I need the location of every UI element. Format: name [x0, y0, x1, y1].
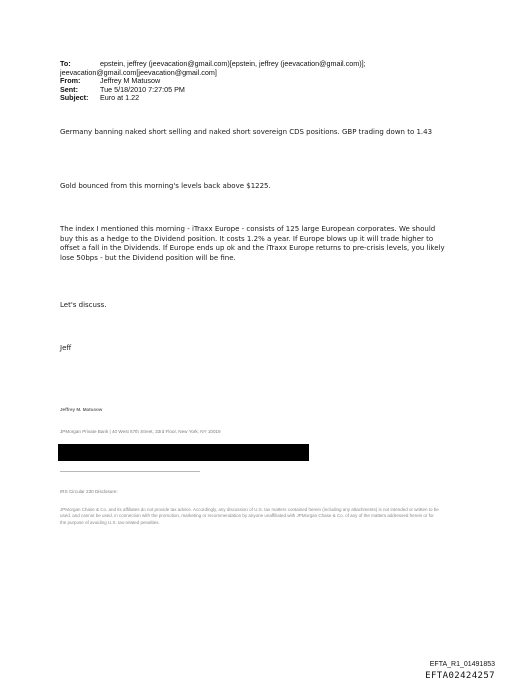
signature-name: Jeffrey M. Matusow	[60, 407, 103, 412]
body-paragraph-4: Let's discuss.	[60, 301, 107, 309]
from-label: From:	[60, 76, 81, 86]
subject-label: Subject:	[60, 93, 89, 103]
body-paragraph-1: Germany banning naked short selling and naked short sovereign CDS positions. GBP trading down to 1.43	[60, 128, 433, 136]
to-value-line1: epstein, jeffrey (jeevacation@gmail.com)[epstein, jeffrey (jeevacation@gmail.com)];	[100, 59, 366, 68]
body-signoff: Jeff	[60, 344, 72, 352]
to-label: To:	[60, 59, 71, 68]
sent-value: Tue 5/18/2010 7:27:05 PM	[100, 84, 185, 94]
divider-line	[60, 471, 200, 472]
bates-number-2: EFTA02424257	[425, 671, 495, 681]
disclaimer-heading: IRS Circular 230 Disclosure:	[60, 489, 118, 494]
redaction-bar	[58, 444, 309, 461]
from-value: Jeffrey M Matusow	[100, 76, 161, 86]
to-value-line2: jeevacation@gmail.com[jeevacation@gmail.com]	[60, 67, 217, 77]
signature-address: JPMorgan Private Bank | 40 West 57th Street, 33rd Floor, New York, NY 10019	[60, 429, 221, 434]
sent-label: Sent:	[60, 84, 78, 94]
email-header	[60, 60, 460, 103]
body-paragraph-3: The index I mentioned this morning - iTraxx Europe - consists of 125 large European corporates. We should buy this as a hedge to the Dividend position. It costs 1.2% a year. If Europe blows up it will trade higher to offset a fall in the Dividends. If Europe ends up ok and the iTraxx Europe returns to pre-crisis levels, you likely lose 50bps - but the Dividend position will be fine.	[60, 225, 445, 262]
body-paragraph-2: Gold bounced from this morning's levels back above $1225.	[60, 182, 271, 190]
bates-number-1: EFTA_R1_01491853	[429, 661, 495, 668]
subject-value: Euro at 1.22	[100, 93, 140, 103]
subject-row	[60, 94, 460, 103]
disclaimer-text: JPMorgan Chase & Co. and its affiliates do not provide tax advice. Accordingly, any discussion of U.S. tax matters contained herein (including any attachments) is not intended or written to be used, and cannot be used, in connection with the promotion, marketing or recommendation by anyone unaffiliated with JPMorgan Chase & Co. of any of the matters addressed herein or for the purpose of avoiding U.S. tax-related penalties.	[60, 507, 439, 525]
